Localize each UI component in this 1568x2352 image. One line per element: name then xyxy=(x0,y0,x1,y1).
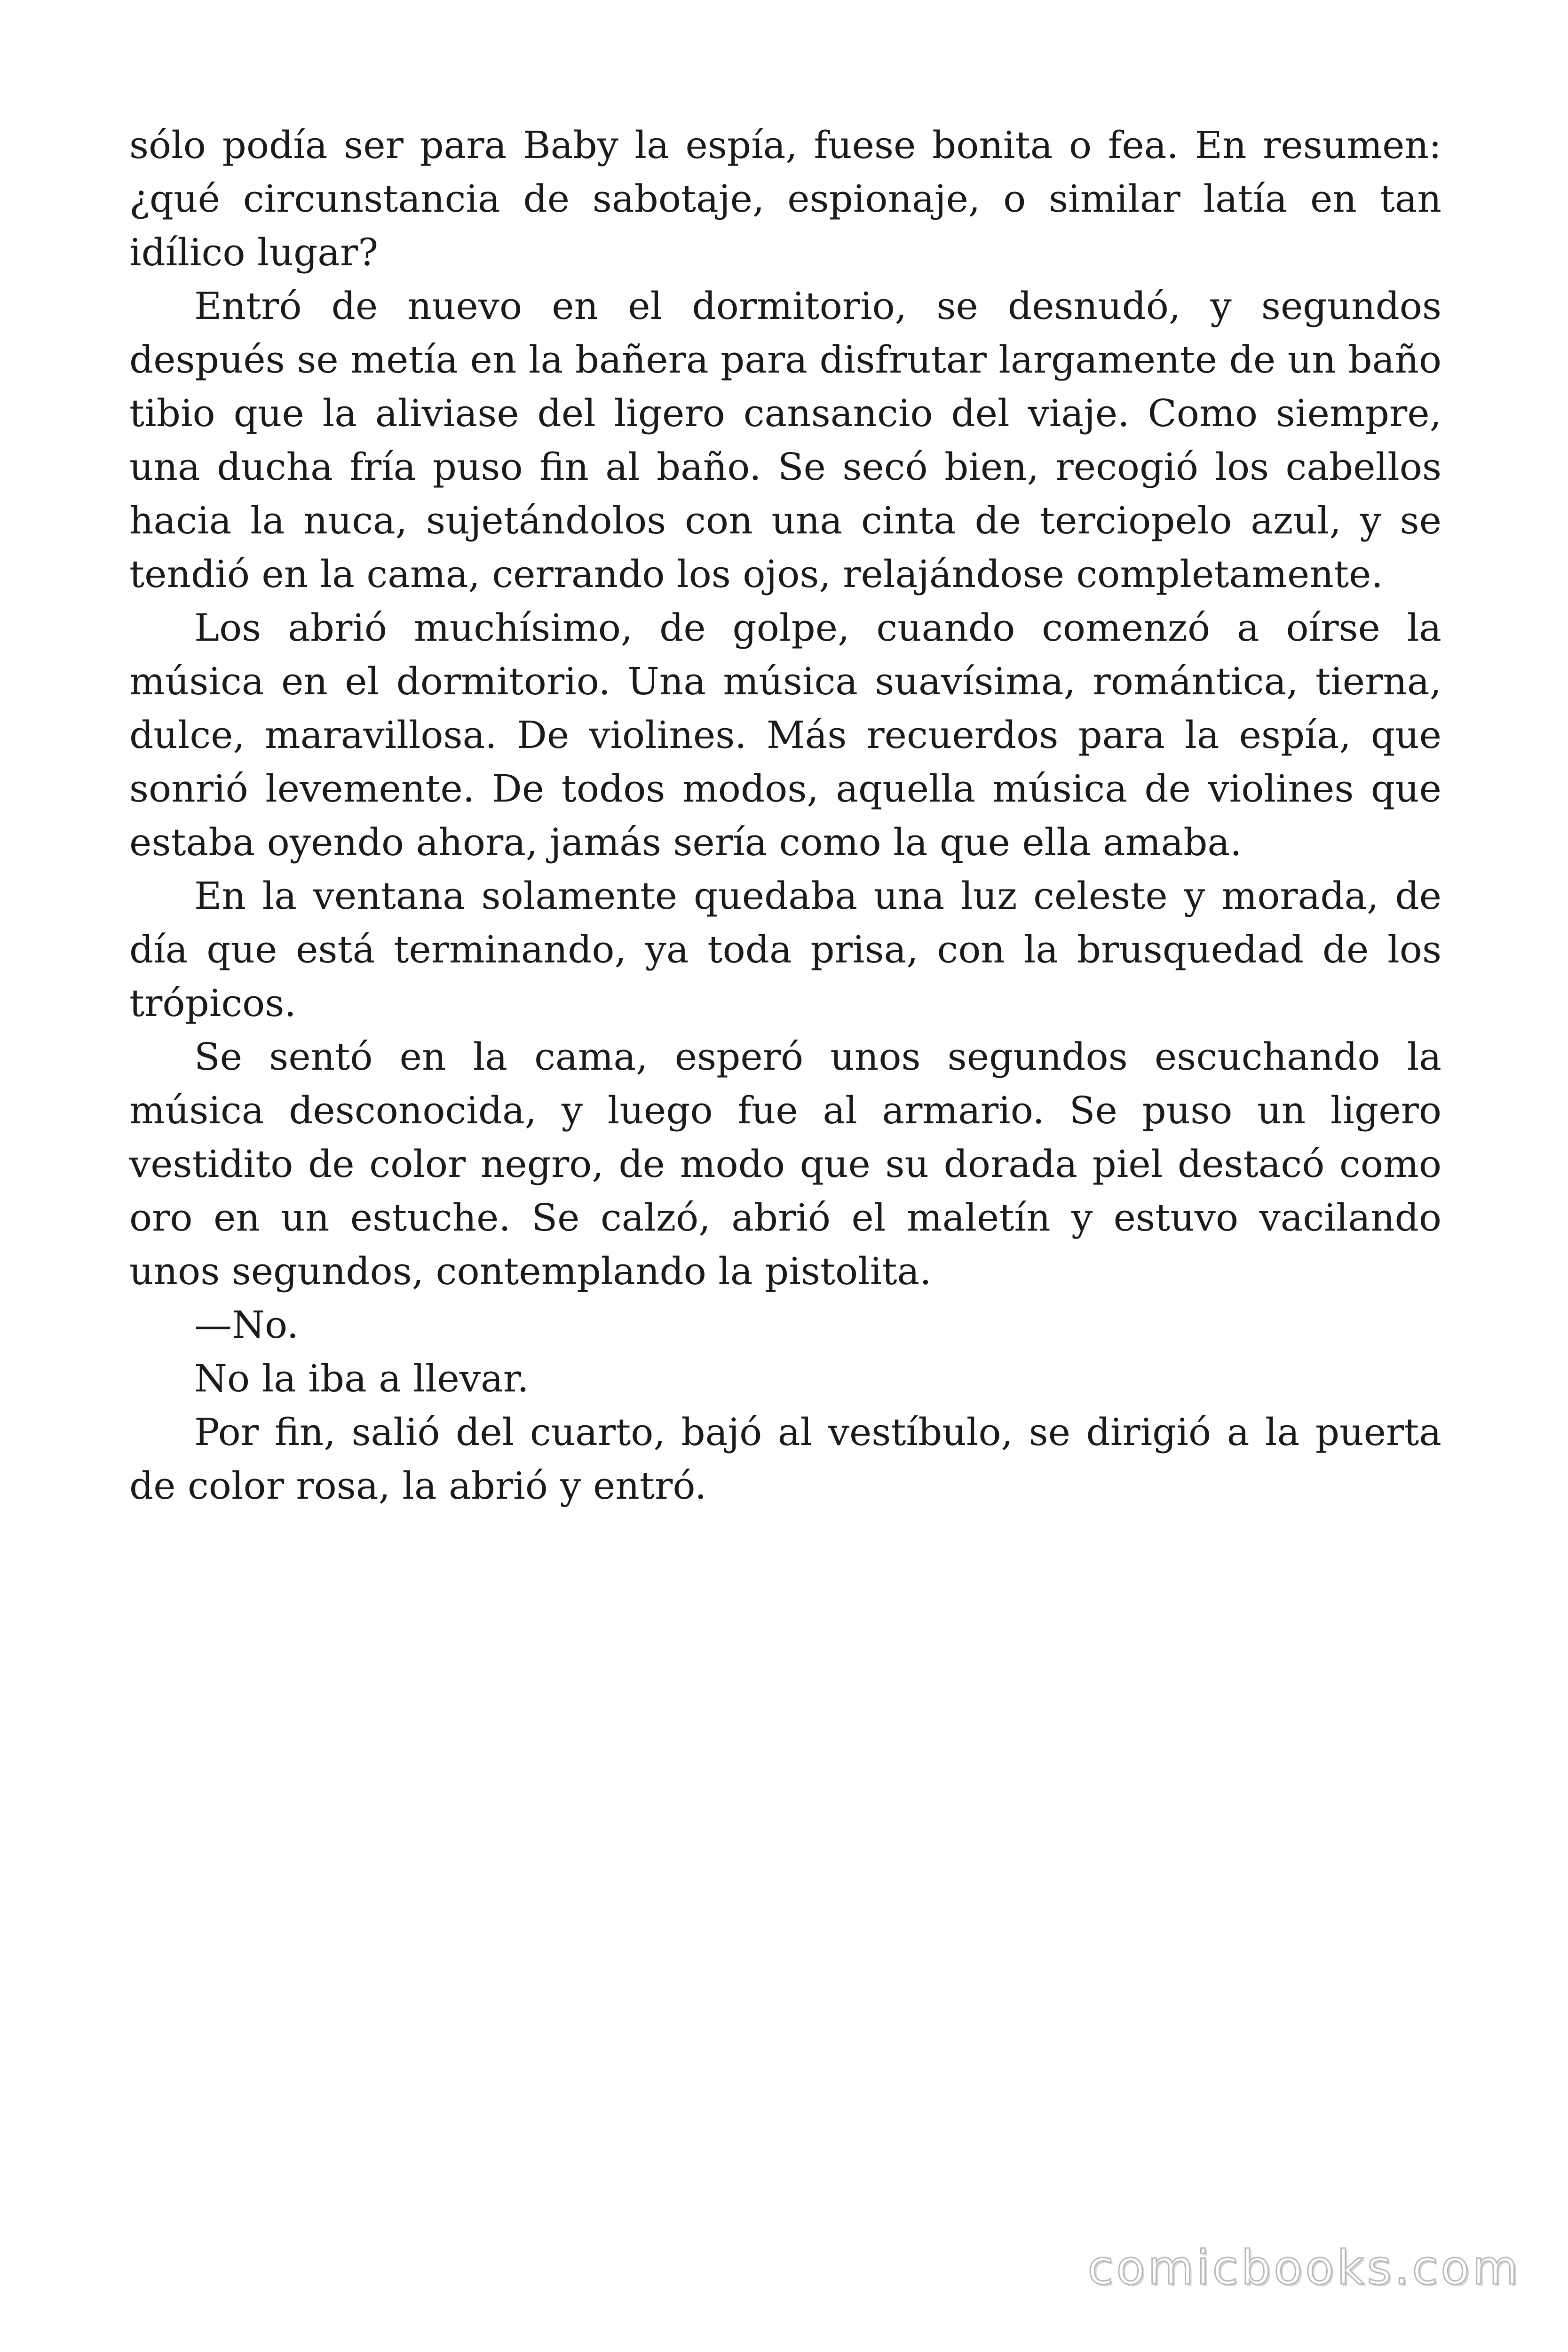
watermark: comicbooks.com xyxy=(1087,2240,1521,2295)
paragraph: Los abrió muchísimo, de golpe, cuando comenzó a oírse la música en el dormitorio. Una música suavísima, romántica, tierna, dulce, maravillosa. De violines. Más recuerdos para la espía, que sonrió levemente. De todos modos, aquella música de violines que estaba oyendo ahora, jamás sería como la que ella amaba. xyxy=(129,606,1441,864)
paragraph: Por fin, salió del cuarto, bajó al vestíbulo, se dirigió a la puerta de color rosa, la abrió y entró. xyxy=(129,1410,1441,1508)
body-text xyxy=(129,119,1441,1513)
paragraph: En la ventana solamente quedaba una luz celeste y morada, de día que está terminando, ya toda prisa, con la brusquedad de los trópicos. xyxy=(129,874,1441,1025)
paragraph: Se sentó en la cama, esperó unos segundos escuchando la música desconocida, y luego fue al armario. Se puso un ligero vestidito de color negro, de modo que su dorada piel destacó como oro en un estuche. Se calzó, abrió el maletín y estuvo vacilando unos segundos, contemplando la pistolita. xyxy=(129,1035,1441,1293)
paragraph: Entró de nuevo en el dormitorio, se desnudó, y segundos después se metía en la bañera para disfrutar largamente de un baño tibio que la aliviase del ligero cansancio del viaje. Como siempre, una ducha fría puso fin al baño. Se secó bien, recogió los cabellos hacia la nuca, sujetándolos con una cinta de terciopelo azul, y se tendió en la cama, cerrando los ojos, relajándose completamente. xyxy=(129,284,1441,596)
paragraph: —No. xyxy=(194,1303,299,1347)
paragraph: sólo podía ser para Baby la espía, fuese bonita o fea. En resumen: ¿qué circunstancia de sabotaje, espionaje, o similar latía en tan idílico lugar? xyxy=(129,123,1441,274)
paragraph: No la iba a llevar. xyxy=(194,1357,529,1400)
